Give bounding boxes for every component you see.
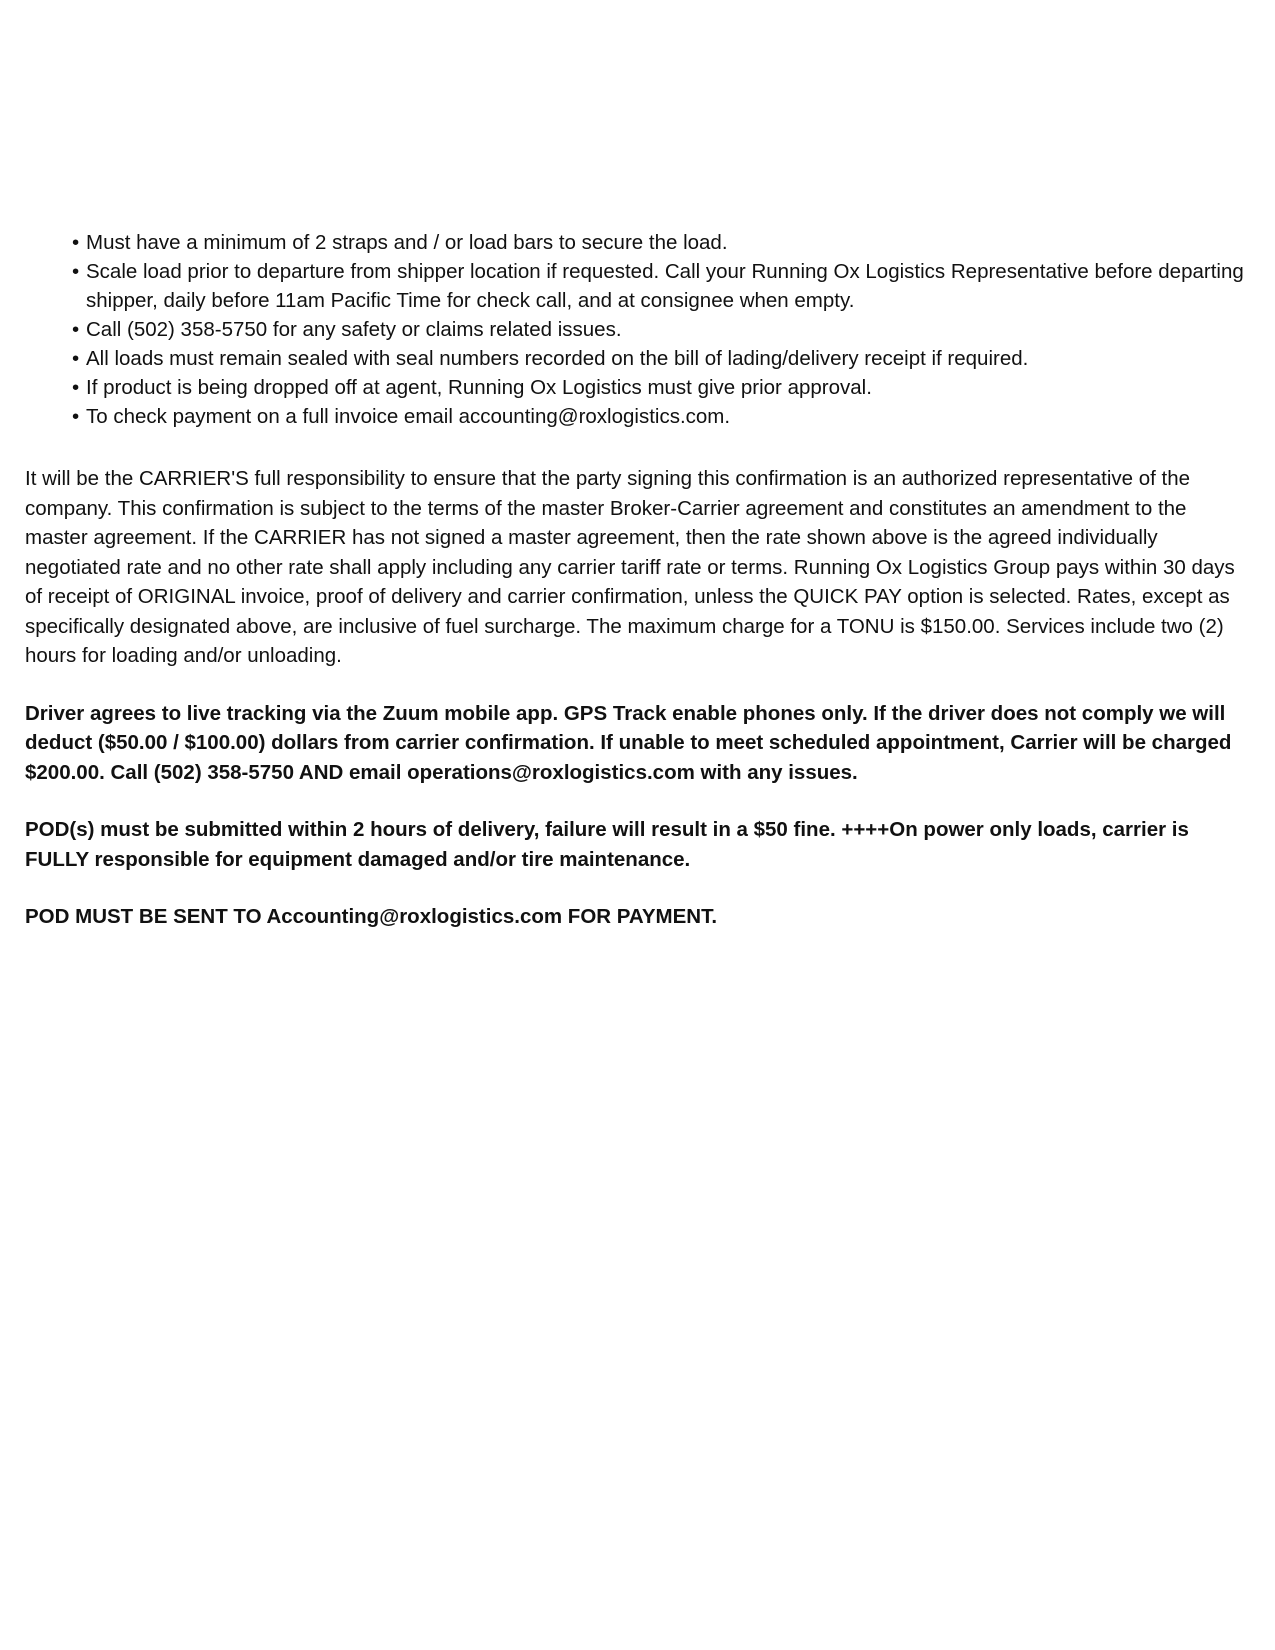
list-item-text: Scale load prior to departure from shipper location if requested. Call your Running Ox Logistics Representative before departing shipper, daily before 11am Pacific Time for check call, and at consignee when empty. xyxy=(86,260,1244,312)
list-item xyxy=(72,257,1250,315)
list-item-text: If product is being dropped off at agent, Running Ox Logistics must give prior approval. xyxy=(86,376,872,399)
list-item xyxy=(72,344,1250,373)
bullet-icon: • xyxy=(72,260,80,283)
document-body xyxy=(25,228,1250,932)
list-item-text: Call (502) 358-5750 for any safety or claims related issues. xyxy=(86,318,622,341)
driver-tracking-paragraph: Driver agrees to live tracking via the Zuum mobile app. GPS Track enable phones only. If the driver does not comply we will deduct ($50.00 / $100.00) dollars from carrier confirmation. If unable to meet scheduled appointment, Carrier will be charged $200.00. Call (502) 358-5750 AND email operations@roxlogistics.com with any issues. xyxy=(25,701,1232,784)
requirements-list xyxy=(25,228,1250,431)
pod-requirements-paragraph: POD(s) must be submitted within 2 hours of delivery, failure will result in a $50 fine. ++++On power only loads, carrier is FULLY responsible for equipment damaged and/or tire maintenance. xyxy=(25,818,1189,871)
list-item xyxy=(72,315,1250,344)
bullet-icon: • xyxy=(72,405,80,428)
list-item xyxy=(72,402,1250,431)
bullet-icon: • xyxy=(72,318,80,341)
list-item xyxy=(72,373,1250,402)
pod-payment-notice: POD MUST BE SENT TO Accounting@roxlogistics.com FOR PAYMENT. xyxy=(25,905,718,928)
bullet-icon: • xyxy=(72,376,80,399)
bullet-icon: • xyxy=(72,231,80,254)
list-item-text: All loads must remain sealed with seal numbers recorded on the bill of lading/delivery receipt if required. xyxy=(86,347,1029,370)
terms-paragraph: It will be the CARRIER'S full responsibility to ensure that the party signing this confirmation is an authorized representative of the company. This confirmation is subject to the terms of the master Broker-Carrier agreement and constitutes an amendment to the master agreement. If the CARRIER has not signed a master agreement, then the rate shown above is the agreed individually negotiated rate and no other rate shall apply including any carrier tariff rate or terms. Running Ox Logistics Group pays within 30 days of receipt of ORIGINAL invoice, proof of delivery and carrier confirmation, unless the QUICK PAY option is selected. Rates, except as specifically designated above, are inclusive of fuel surcharge. The maximum charge for a TONU is $150.00. Services include two (2) hours for loading and/or unloading. xyxy=(25,467,1235,667)
list-item-text: To check payment on a full invoice email accounting@roxlogistics.com. xyxy=(86,405,731,428)
list-item xyxy=(72,228,1250,257)
list-item-text: Must have a minimum of 2 straps and / or load bars to secure the load. xyxy=(86,231,728,254)
bullet-icon: • xyxy=(72,347,80,370)
